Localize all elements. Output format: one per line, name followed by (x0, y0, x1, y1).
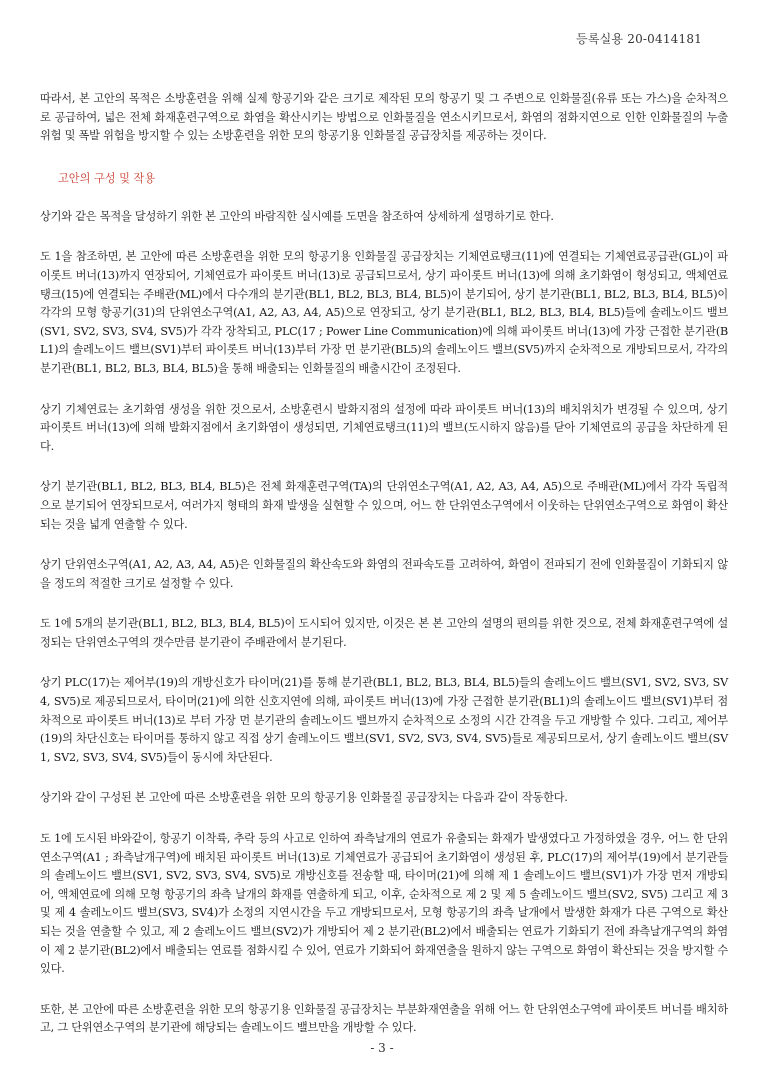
paragraph: 또한, 본 고안에 따른 소방훈련을 위한 모의 항공기용 인화물질 공급장치는 부분화재연출을 위해 어느 한 단위연소구역에 파이롯트 버너를 배치하고, 그 단위연소구역의 분기관에 해당되는 솔레노이드 밸브만을 개방할 수 있다. (40, 1002, 728, 1035)
paragraph: 도 1을 참조하면, 본 고안에 따른 소방훈련을 위한 모의 항공기용 인화물질 공급장치는 기체연료탱크(11)에 연결되는 기체연료공급관(GL)이 파이롯트 버너(13)까지 연장되어, 기체연료가 파이롯트 버너(13)로 공급되므로서, 상기 파이롯트 버너(13)에 의해 초기화염이 형성되고, 액체연료탱크(15)에 연결되는 주배관(ML)에서 다수개의 분기관(BL1, BL2, BL3, BL4, BL5)이 분기되어, 상기 분기관(BL1, BL2, BL3, BL4, BL5)이 각각의 모형 항공기(31)의 단위연소구역(A1, A2, A3, A4, A5)으로 연장되고, 상기 분기관(BL1, BL2, BL3, BL4, BL5)들에 솔레노이드 밸브(SV1, SV2, SV3, SV4, SV5)가 각각 장착되고, PLC(17 ; Power Line Communication)에 의해 파이롯트 버너(13)에 가장 근접한 분기관(BL1)의 솔레노이드 밸브(SV1)부터 파이롯트 버너(13)부터 가장 먼 분기관(BL5)의 솔레노이드 밸브(SV5)까지 순차적으로 개방되므로서, 각각의 분기관(BL1, BL2, BL3, BL4, BL5)을 통해 배출되는 인화물질의 배출시간이 조정된다. (40, 250, 728, 375)
paragraph: 상기와 같이 구성된 본 고안에 따른 소방훈련을 위한 모의 항공기용 인화물질 공급장치는 다음과 같이 작동한다. (40, 791, 568, 805)
paragraph: 상기와 같은 목적을 달성하기 위한 본 고안의 바람직한 실시예를 도면을 참조하여 상세하게 설명하기로 한다. (40, 209, 554, 223)
paragraph: 상기 분기관(BL1, BL2, BL3, BL4, BL5)은 전체 화재훈련구역(TA)의 단위연소구역(A1, A2, A3, A4, A5)으로 주배관(ML)에서 각각 독립적으로 분기되어 연장되므로서, 여러가지 형태의 화재 발생을 실현할 수 있으며, 어느 한 단위연소구역에서 이웃하는 단위연소구역으로 화염이 확산되는 것을 넓게 연출할 수 있다. (40, 480, 728, 531)
document-body (40, 90, 728, 1060)
paragraph: 상기 기체연료는 초기화염 생성을 위한 것으로서, 소방훈련시 발화지점의 설정에 따라 파이롯트 버너(13)의 배치위치가 변경될 수 있으며, 상기 파이롯트 버너(13)에 의해 발화지점에서 초기화염이 생성되면, 기체연료탱크(11)의 밸브(도시하지 않음)를 닫아 기체연료의 공급을 차단하게 된다. (40, 402, 728, 453)
document-id: 등록실용 20-0414181 (576, 32, 702, 46)
page-number: - 3 - (370, 1041, 394, 1055)
paragraph: 상기 PLC(17)는 제어부(19)의 개방신호가 타이머(21)를 통해 분기관(BL1, BL2, BL3, BL4, BL5)들의 솔레노이드 밸브(SV1, SV2, SV3, SV4, SV5)로 제공되므로서, 타이머(21)에 의한 신호지연에 의해, 파이롯트 버너(13)에 가장 근접한 분기관(BL1)의 솔레노이드 밸브(SV1)부터 점차적으로 파이롯트 버너(13)로 부터 가장 먼 분기관의 솔레노이드 밸브까지 순차적으로 소정의 시간 간격을 두고 개방할 수 있다. 그리고, 제어부(19)의 차단신호는 타이머를 통하지 않고 직접 상기 솔레노이드 밸브(SV1, SV2, SV3, SV4, SV5)들로 제공되므로서, 상기 솔레노이드 밸브(SV1, SV2, SV3, SV4, SV5)들이 동시에 차단된다. (40, 676, 728, 764)
section-heading: 고안의 구성 및 작용 (58, 171, 156, 185)
paragraph: 도 1에 도시된 바와같이, 항공기 이착륙, 추락 등의 사고로 인하여 좌측날개의 연료가 유출되는 화재가 발생였다고 가정하였을 경우, 어느 한 단위연소구역(A1 ; 좌측날개구역)에 배치된 파이롯트 버너(13)로 기체연료가 공급되어 초기화염이 생성된 후, PLC(17)의 제어부(19)에서 분기관들의 솔레노이드 밸브(SV1, SV2, SV3, SV4, SV5)로 개방신호를 전송할 때, 타이머(21)에 의해 제 1 솔레노이드 밸브(SV1)가 가장 먼저 개방되어, 액체연료에 의해 모형 항공기의 좌측 날개의 화재를 연출하게 되고, 이후, 순차적으로 제 2 및 제 5 솔레노이드 밸브(SV2, SV5) 그리고 제 3 및 제 4 솔레노이드 밸브(SV3, SV4)가 소정의 지연시간을 두고 개방되므로서, 모형 항공기의 좌측 날개에서 발생한 화재가 다른 구역으로 확산되는 것을 연출할 수 있고, 제 2 솔레노이드 밸브(SV2)가 개방되어 제 2 분기관(BL2)에서 배출되는 연료가 기화되기 전에 좌측날개구역의 화염이 제 2 분기관(BL2)에서 배출되는 연료를 점화시킬 수 있어, 연료가 기화되어 화재연출을 원하지 않는 구역으로 화염이 확산되는 것을 방지할 수 있다. (40, 832, 728, 976)
paragraph: 상기 단위연소구역(A1, A2, A3, A4, A5)은 인화물질의 확산속도와 화염의 전파속도를 고려하여, 화염이 전파되기 전에 인화물질이 기화되지 않을 정도의 적절한 크기로 설정할 수 있다. (40, 558, 728, 590)
paragraph: 도 1에 5개의 분기관(BL1, BL2, BL3, BL4, BL5)이 도시되어 있지만, 이것은 본 본 고안의 설명의 편의를 위한 것으로, 전체 화재훈련구역에 설정되는 단위연소구역의 갯수만큼 분기관이 주배관에서 분기된다. (40, 617, 728, 649)
paragraph-purpose: 따라서, 본 고안의 목적은 소방훈련을 위해 실제 항공기와 같은 크기로 제작된 모의 항공기 및 그 주변으로 인화물질(유류 또는 가스)을 순차적으로 공급하여, 넓은 전체 화재훈련구역으로 화염을 확산시키는 방법으로 인화물질을 연소시키므로서, 화염의 점화지연으로 인한 인화물질의 누출 위험 및 폭발 위험을 방지할 수 있는 소방훈련을 위한 모의 항공기용 인화물질 공급장치를 제공하는 것이다. (40, 92, 728, 143)
